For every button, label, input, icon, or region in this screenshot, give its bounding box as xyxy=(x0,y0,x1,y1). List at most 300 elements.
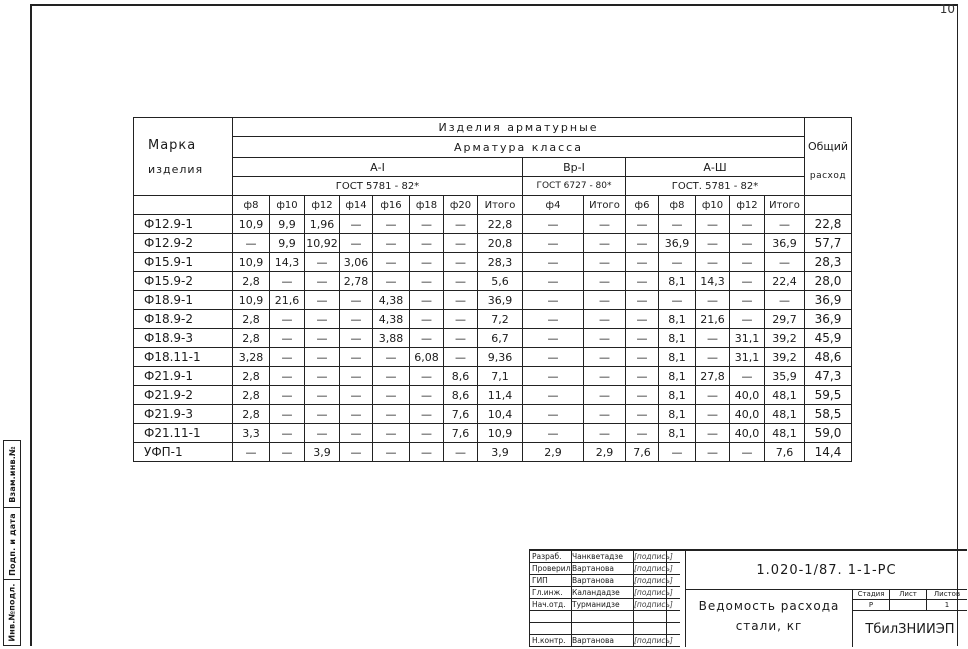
a1-value-cell: — xyxy=(305,424,340,443)
mark-cell: Ф18.9-1 xyxy=(134,291,233,310)
mark-cell: Ф18.9-2 xyxy=(134,310,233,329)
a1-value-cell: — xyxy=(444,272,478,291)
a1-value-cell: — xyxy=(410,253,444,272)
signer-role: Проверил xyxy=(532,564,571,573)
bp1-value-cell: — xyxy=(584,253,626,272)
total-header-blank xyxy=(805,196,852,215)
a1-value-cell: — xyxy=(305,329,340,348)
a1-value-cell: — xyxy=(410,272,444,291)
col-header-a1: ф18 xyxy=(410,196,444,215)
total-cell: 57,7 xyxy=(805,234,852,253)
col-header-a1: ф8 xyxy=(233,196,270,215)
a3-value-cell: — xyxy=(626,234,659,253)
a3-value-cell: — xyxy=(626,253,659,272)
a3-value-cell: 8,1 xyxy=(659,310,696,329)
col-header-a1: ф12 xyxy=(305,196,340,215)
signer-name: Чанкветадзе xyxy=(572,552,623,561)
a1-value-cell: — xyxy=(340,291,373,310)
bp1-value-cell: — xyxy=(584,329,626,348)
a1-value-cell: 20,8 xyxy=(478,234,523,253)
col-header-a3: Итого xyxy=(765,196,805,215)
a1-value-cell: — xyxy=(340,215,373,234)
a3-value-cell: — xyxy=(730,310,765,329)
a3-value-cell: 8,1 xyxy=(659,272,696,291)
stage-block xyxy=(853,590,967,611)
a1-value-cell: — xyxy=(305,405,340,424)
a1-value-cell: 6,7 xyxy=(478,329,523,348)
header-row-2 xyxy=(134,137,852,158)
a3-value-cell: 48,1 xyxy=(765,424,805,443)
a1-value-cell: — xyxy=(410,291,444,310)
table-row xyxy=(134,310,852,329)
margin-stamp-sign-date: Подп. и дата xyxy=(4,507,20,580)
a3-value-cell: 8,1 xyxy=(659,329,696,348)
signers-divider xyxy=(666,551,667,647)
a1-value-cell: — xyxy=(270,386,305,405)
a1-value-cell: — xyxy=(340,405,373,424)
a3-value-cell: — xyxy=(626,272,659,291)
signer-sign: [подпись] xyxy=(634,552,673,561)
bp1-value-cell: — xyxy=(584,291,626,310)
header-row-1 xyxy=(134,118,852,137)
signer-name: Вартанова xyxy=(572,564,614,573)
a1-value-cell: 9,9 xyxy=(270,234,305,253)
signer-row xyxy=(530,551,680,563)
a3-value-cell: — xyxy=(696,348,730,367)
a1-value-cell: 2,8 xyxy=(233,329,270,348)
a3-value-cell: — xyxy=(659,291,696,310)
gost-a1: ГОСТ 5781 - 82* xyxy=(233,177,523,196)
mark-header-blank xyxy=(134,196,233,215)
a1-value-cell: 3,06 xyxy=(340,253,373,272)
a3-value-cell: — xyxy=(696,234,730,253)
a1-value-cell: 14,3 xyxy=(270,253,305,272)
bp1-value-cell: — xyxy=(523,348,584,367)
a1-value-cell: 7,6 xyxy=(444,424,478,443)
a1-value-cell: — xyxy=(340,367,373,386)
bp1-value-cell: — xyxy=(584,310,626,329)
a1-value-cell: 3,3 xyxy=(233,424,270,443)
a3-value-cell: 48,1 xyxy=(765,405,805,424)
total-cell: 28,3 xyxy=(805,253,852,272)
bp1-value-cell: 2,9 xyxy=(523,443,584,462)
a1-value-cell: — xyxy=(444,234,478,253)
total-cell: 14,4 xyxy=(805,443,852,462)
a1-value-cell: — xyxy=(444,329,478,348)
bp1-value-cell: — xyxy=(523,367,584,386)
total-cell: 59,0 xyxy=(805,424,852,443)
a1-value-cell: — xyxy=(270,272,305,291)
bp1-value-cell: — xyxy=(584,348,626,367)
a3-value-cell: — xyxy=(626,367,659,386)
a1-value-cell: — xyxy=(410,443,444,462)
diameter-header-row xyxy=(134,196,852,215)
a1-value-cell: — xyxy=(305,386,340,405)
a3-value-cell: 36,9 xyxy=(765,234,805,253)
a1-value-cell: 10,9 xyxy=(478,424,523,443)
mark-cell: Ф18.11-1 xyxy=(134,348,233,367)
bp1-value-cell: 2,9 xyxy=(584,443,626,462)
a1-value-cell: — xyxy=(373,215,410,234)
bp1-value-cell: — xyxy=(584,367,626,386)
a1-value-cell: — xyxy=(410,310,444,329)
total-cell: 22,8 xyxy=(805,215,852,234)
a3-value-cell: — xyxy=(730,215,765,234)
a3-value-cell: — xyxy=(696,291,730,310)
signer-row xyxy=(530,599,680,611)
mark-cell: Ф15.9-2 xyxy=(134,272,233,291)
a1-value-cell: — xyxy=(373,367,410,386)
a1-value-cell: — xyxy=(305,291,340,310)
signer-role: Нач.отд. xyxy=(532,600,566,609)
a3-value-cell: — xyxy=(626,348,659,367)
mark-cell: Ф21.11-1 xyxy=(134,424,233,443)
total-header: Общий расход xyxy=(805,118,852,196)
a3-value-cell: 36,9 xyxy=(659,234,696,253)
a3-value-cell: — xyxy=(730,272,765,291)
a1-value-cell: — xyxy=(340,329,373,348)
a3-value-cell: 7,6 xyxy=(626,443,659,462)
a3-value-cell: 8,1 xyxy=(659,386,696,405)
a1-value-cell: — xyxy=(270,310,305,329)
sheets-cell: Листов 1 xyxy=(927,590,967,610)
a1-value-cell: — xyxy=(373,386,410,405)
a3-value-cell: 8,1 xyxy=(659,367,696,386)
signer-name: Вартанова xyxy=(572,576,614,585)
a1-value-cell: — xyxy=(340,348,373,367)
table-body xyxy=(134,118,852,462)
mark-cell: Ф21.9-3 xyxy=(134,405,233,424)
bp1-value-cell: — xyxy=(523,253,584,272)
a3-value-cell: 8,1 xyxy=(659,424,696,443)
a3-value-cell: — xyxy=(626,310,659,329)
table-row xyxy=(134,234,852,253)
a1-value-cell: — xyxy=(373,253,410,272)
bp1-value-cell: — xyxy=(584,272,626,291)
a1-value-cell: 10,9 xyxy=(233,215,270,234)
a1-value-cell: — xyxy=(373,272,410,291)
table-row xyxy=(134,291,852,310)
bp1-value-cell: — xyxy=(523,310,584,329)
a3-value-cell: 40,0 xyxy=(730,424,765,443)
table-row xyxy=(134,348,852,367)
a1-value-cell: — xyxy=(270,329,305,348)
mark-cell: УФП-1 xyxy=(134,443,233,462)
bp1-value-cell: — xyxy=(523,291,584,310)
mark-cell: Ф12.9-2 xyxy=(134,234,233,253)
a1-value-cell: 2,8 xyxy=(233,405,270,424)
a1-value-cell: — xyxy=(340,424,373,443)
margin-stamp-replace-inv: Взам.инв.№ xyxy=(7,445,17,503)
a1-value-cell: 2,8 xyxy=(233,367,270,386)
signers-divider xyxy=(571,551,572,647)
signer-role: Н.контр. xyxy=(532,636,566,645)
a1-value-cell: — xyxy=(444,291,478,310)
a3-value-cell: — xyxy=(696,424,730,443)
a1-value-cell: — xyxy=(410,424,444,443)
a1-value-cell: 4,38 xyxy=(373,291,410,310)
a3-value-cell: — xyxy=(730,291,765,310)
a1-value-cell: — xyxy=(305,253,340,272)
a3-value-cell: — xyxy=(696,386,730,405)
a1-value-cell: 9,9 xyxy=(270,215,305,234)
total-cell: 58,5 xyxy=(805,405,852,424)
gost-bp1: ГОСТ 6727 - 80* xyxy=(523,177,626,196)
table-row xyxy=(134,272,852,291)
a3-value-cell: — xyxy=(696,443,730,462)
a1-value-cell: 5,6 xyxy=(478,272,523,291)
class-title: Арматура класса xyxy=(233,137,805,158)
a1-value-cell: 6,08 xyxy=(410,348,444,367)
a1-value-cell: — xyxy=(270,348,305,367)
header-row-3 xyxy=(134,158,852,177)
a1-value-cell: — xyxy=(340,234,373,253)
a1-value-cell: 8,6 xyxy=(444,367,478,386)
a1-value-cell: 3,28 xyxy=(233,348,270,367)
a1-value-cell: — xyxy=(410,215,444,234)
a3-value-cell: 27,8 xyxy=(696,367,730,386)
signer-sign: [подпись] xyxy=(634,564,673,573)
a1-value-cell: — xyxy=(373,234,410,253)
a1-value-cell: 1,96 xyxy=(305,215,340,234)
signer-row xyxy=(530,575,680,587)
table-row xyxy=(134,329,852,348)
col-header-a3: ф10 xyxy=(696,196,730,215)
a3-value-cell: — xyxy=(626,386,659,405)
a3-value-cell: 22,4 xyxy=(765,272,805,291)
a3-value-cell: — xyxy=(626,329,659,348)
a1-value-cell: 7,6 xyxy=(444,405,478,424)
a1-value-cell: — xyxy=(410,329,444,348)
mark-cell: Ф21.9-2 xyxy=(134,386,233,405)
signer-sign: [подпись] xyxy=(634,576,673,585)
signer-row xyxy=(530,587,680,599)
a1-value-cell: — xyxy=(233,443,270,462)
a1-value-cell: — xyxy=(270,367,305,386)
a1-value-cell: — xyxy=(444,310,478,329)
a1-value-cell: — xyxy=(233,234,270,253)
a1-value-cell: — xyxy=(410,367,444,386)
a1-value-cell: — xyxy=(270,443,305,462)
a1-value-cell: — xyxy=(340,386,373,405)
a1-value-cell: — xyxy=(270,424,305,443)
a3-value-cell: 29,7 xyxy=(765,310,805,329)
mark-cell: Ф15.9-1 xyxy=(134,253,233,272)
a1-value-cell: — xyxy=(444,215,478,234)
col-header-a1: ф16 xyxy=(373,196,410,215)
a1-value-cell: 2,8 xyxy=(233,386,270,405)
signer-sign: [подпись] xyxy=(634,636,673,645)
a1-value-cell: 3,9 xyxy=(305,443,340,462)
bp1-value-cell: — xyxy=(523,234,584,253)
total-cell: 36,9 xyxy=(805,291,852,310)
signer-sign: [подпись] xyxy=(634,588,673,597)
a1-value-cell: 9,36 xyxy=(478,348,523,367)
a1-value-cell: — xyxy=(340,310,373,329)
col-header-a3: ф6 xyxy=(626,196,659,215)
a1-value-cell: — xyxy=(373,424,410,443)
col-header-a3: ф12 xyxy=(730,196,765,215)
a1-value-cell: 2,8 xyxy=(233,310,270,329)
total-cell: 45,9 xyxy=(805,329,852,348)
a1-value-cell: 7,1 xyxy=(478,367,523,386)
a1-value-cell: 22,8 xyxy=(478,215,523,234)
a3-value-cell: — xyxy=(696,215,730,234)
a3-value-cell: 31,1 xyxy=(730,348,765,367)
a1-value-cell: 36,9 xyxy=(478,291,523,310)
a3-value-cell: 21,6 xyxy=(696,310,730,329)
total-cell: 28,0 xyxy=(805,272,852,291)
a1-value-cell: 7,2 xyxy=(478,310,523,329)
a1-value-cell: — xyxy=(305,348,340,367)
col-header-a1: ф20 xyxy=(444,196,478,215)
a1-value-cell: 11,4 xyxy=(478,386,523,405)
mark-cell: Ф21.9-1 xyxy=(134,367,233,386)
a1-value-cell: 8,6 xyxy=(444,386,478,405)
a3-value-cell: 48,1 xyxy=(765,386,805,405)
a3-value-cell: — xyxy=(626,215,659,234)
a3-value-cell: 39,2 xyxy=(765,329,805,348)
a3-value-cell: — xyxy=(730,367,765,386)
organization-name: ТбилЗНИИЭП xyxy=(865,621,955,637)
a1-value-cell: — xyxy=(444,348,478,367)
total-cell: 36,9 xyxy=(805,310,852,329)
a1-value-cell: — xyxy=(305,310,340,329)
margin-stamp-strip xyxy=(3,440,21,646)
a1-value-cell: — xyxy=(373,443,410,462)
a3-value-cell: — xyxy=(626,405,659,424)
a3-value-cell: — xyxy=(730,443,765,462)
bp1-value-cell: — xyxy=(523,329,584,348)
margin-stamp-inv-number: Инв.№подл. xyxy=(4,579,20,645)
a3-value-cell: — xyxy=(696,329,730,348)
a1-value-cell: 2,8 xyxy=(233,272,270,291)
corner-mark: 10 xyxy=(939,2,955,16)
a3-value-cell: 39,2 xyxy=(765,348,805,367)
table-row xyxy=(134,424,852,443)
mark-cell: Ф18.9-3 xyxy=(134,329,233,348)
total-cell: 47,3 xyxy=(805,367,852,386)
a3-value-cell: 35,9 xyxy=(765,367,805,386)
signer-row xyxy=(530,635,680,647)
bp1-value-cell: — xyxy=(523,272,584,291)
a3-value-cell: 40,0 xyxy=(730,386,765,405)
a3-value-cell: — xyxy=(765,215,805,234)
a1-value-cell: — xyxy=(340,443,373,462)
col-header-a1: ф14 xyxy=(340,196,373,215)
a1-value-cell: 10,92 xyxy=(305,234,340,253)
a3-value-cell: 14,3 xyxy=(696,272,730,291)
a3-value-cell: — xyxy=(765,253,805,272)
table-row xyxy=(134,367,852,386)
a1-value-cell: — xyxy=(444,443,478,462)
a1-value-cell: — xyxy=(410,386,444,405)
a1-value-cell: 3,88 xyxy=(373,329,410,348)
a3-value-cell: — xyxy=(626,291,659,310)
table-row xyxy=(134,405,852,424)
stage-cell: Стадия Р xyxy=(853,590,890,610)
a3-value-cell: 40,0 xyxy=(730,405,765,424)
a1-value-cell: — xyxy=(410,405,444,424)
a3-value-cell: — xyxy=(626,424,659,443)
total-cell: 48,6 xyxy=(805,348,852,367)
signer-name: Каландадзе xyxy=(572,588,620,597)
steel-consumption-table xyxy=(133,117,852,462)
document-code: 1.020-1/87. 1-1-РС xyxy=(686,551,967,590)
a1-value-cell: — xyxy=(305,367,340,386)
a1-value-cell: 2,78 xyxy=(340,272,373,291)
a1-value-cell: — xyxy=(373,348,410,367)
a1-value-cell: — xyxy=(270,405,305,424)
a1-value-cell: 10,9 xyxy=(233,253,270,272)
a1-value-cell: 28,3 xyxy=(478,253,523,272)
bp1-value-cell: — xyxy=(523,386,584,405)
mark-cell: Ф12.9-1 xyxy=(134,215,233,234)
group-a1: А-I xyxy=(233,158,523,177)
bp1-value-cell: — xyxy=(523,424,584,443)
a3-value-cell: 7,6 xyxy=(765,443,805,462)
signer-row xyxy=(530,623,680,635)
table-row xyxy=(134,386,852,405)
signer-sign: [подпись] xyxy=(634,600,673,609)
items-title: Изделия арматурные xyxy=(233,118,805,137)
a3-value-cell: — xyxy=(765,291,805,310)
bp1-value-cell: — xyxy=(584,215,626,234)
a1-value-cell: 3,9 xyxy=(478,443,523,462)
group-bp1: Bp-I xyxy=(523,158,626,177)
a3-value-cell: 31,1 xyxy=(730,329,765,348)
signer-role: Разраб. xyxy=(532,552,562,561)
mark-header: Марка изделия xyxy=(134,118,233,196)
bp1-value-cell: — xyxy=(584,386,626,405)
a3-value-cell: — xyxy=(659,443,696,462)
a1-value-cell: 10,4 xyxy=(478,405,523,424)
header-row-4 xyxy=(134,177,852,196)
a1-value-cell: — xyxy=(305,272,340,291)
title-block xyxy=(529,549,967,647)
signer-role: Гл.инж. xyxy=(532,588,563,597)
total-cell: 59,5 xyxy=(805,386,852,405)
col-header-a3: ф8 xyxy=(659,196,696,215)
a1-value-cell: 21,6 xyxy=(270,291,305,310)
col-header-a1: Итого xyxy=(478,196,523,215)
bp1-value-cell: — xyxy=(584,405,626,424)
a3-value-cell: — xyxy=(730,253,765,272)
col-header-bp1: Итого xyxy=(584,196,626,215)
document-name: Ведомость расхода стали, кг xyxy=(686,590,853,647)
signer-name: Вартанова xyxy=(572,636,614,645)
a3-value-cell: — xyxy=(696,405,730,424)
group-a3: А-Ш xyxy=(626,158,805,177)
table-row xyxy=(134,253,852,272)
sheet-cell: Лист xyxy=(890,590,927,610)
a1-value-cell: — xyxy=(444,253,478,272)
table-row xyxy=(134,443,852,462)
a1-value-cell: 10,9 xyxy=(233,291,270,310)
bp1-value-cell: — xyxy=(523,215,584,234)
col-header-a1: ф10 xyxy=(270,196,305,215)
signers-divider xyxy=(633,551,634,647)
a1-value-cell: — xyxy=(410,234,444,253)
a1-value-cell: — xyxy=(373,405,410,424)
signer-row xyxy=(530,563,680,575)
signer-name: Турманидзе xyxy=(572,600,620,609)
signer-row xyxy=(530,611,680,623)
bp1-value-cell: — xyxy=(523,405,584,424)
table-row xyxy=(134,215,852,234)
bp1-value-cell: — xyxy=(584,424,626,443)
a3-value-cell: — xyxy=(730,234,765,253)
